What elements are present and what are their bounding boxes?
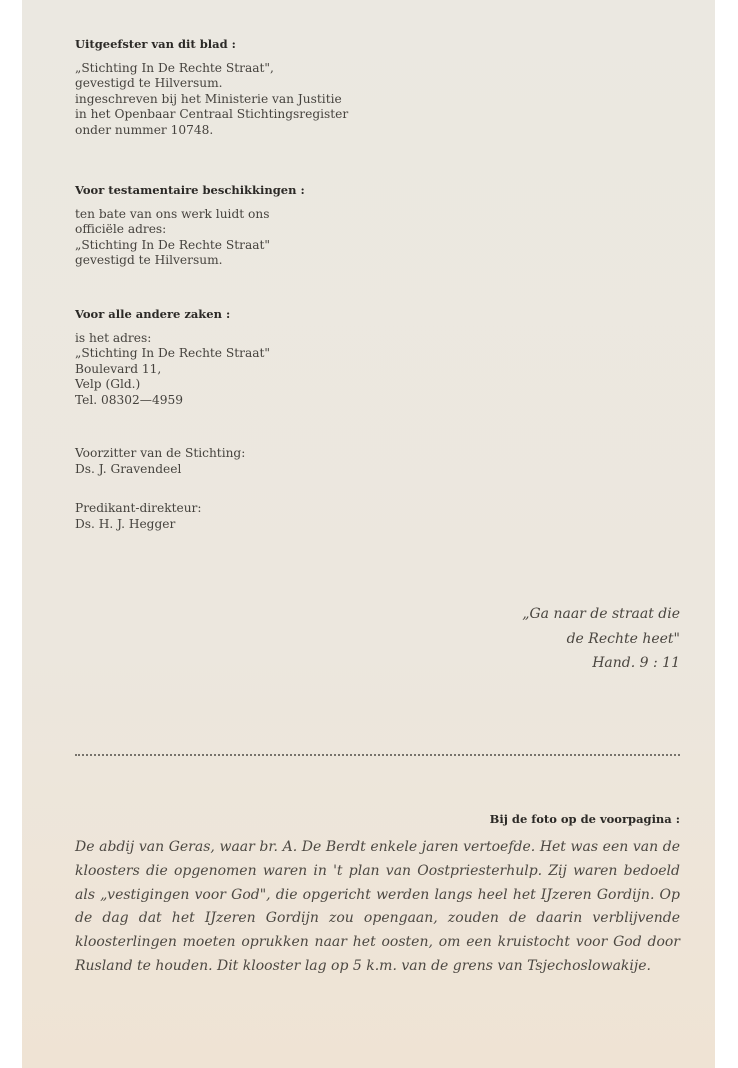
text-line: ingeschreven bij het Ministerie van Justitie <box>75 91 342 106</box>
text-line: gevestigd te Hilversum. <box>75 253 223 268</box>
text-line: „Stichting In De Rechte Straat", <box>75 60 274 75</box>
text-line: is het adres: <box>75 330 152 345</box>
text-line: Predikant-direkteur: <box>75 501 202 515</box>
text-line: Velp (Gld.) <box>75 377 141 392</box>
quote-line: de Rechte heet" <box>566 630 680 647</box>
text-line: officiële adres: <box>75 222 167 237</box>
other-matters-section <box>75 307 270 409</box>
text-line: ten bate van ons werk luidt ons <box>75 206 270 221</box>
text-line: Ds. H. J. Hegger <box>75 516 176 531</box>
quote-reference: Hand. 9 : 11 <box>592 655 680 671</box>
divider-line <box>75 750 680 756</box>
photo-caption-heading: Bij de foto op de voorpagina : <box>489 812 680 826</box>
director-section <box>75 501 201 532</box>
text-line: in het Openbaar Centraal Stichtingsregister <box>75 107 349 122</box>
text-line: Tel. 08302—4959 <box>75 392 184 407</box>
photo-caption-text: De abdij van Geras, waar br. A. De Berdt enkele jaren vertoefde. Het was een van de kloosters die opgenomen waren in 't plan van Oostpriesterhulp. Zij waren bedoeld als „vestigingen voor God", die opgericht werden langs heel het IJzeren Gordijn. Op de dag dat het IJzeren Gordijn zou opengaan, zouden de daarin verblijvende kloosterlingen moeten oprukken naar het oosten, om een kruistocht voor God door Rusland te houden. Dit klooster lag op 5 k.m. van de grens van Tsjechoslowakije. <box>75 839 680 974</box>
publisher-section <box>75 37 348 139</box>
text-line: „Stichting In De Rechte Straat" <box>75 346 271 361</box>
testament-section <box>75 183 305 269</box>
text-line: onder nummer 10748. <box>75 122 214 137</box>
text-line: „Stichting In De Rechte Straat" <box>75 237 271 252</box>
publisher-heading: Uitgeefster van dit blad : <box>75 37 236 51</box>
bible-quote <box>522 602 680 676</box>
text-line: gevestigd te Hilversum. <box>75 76 223 91</box>
other-matters-heading: Voor alle andere zaken : <box>75 307 231 321</box>
text-line: Voorzitter van de Stichting: <box>75 446 246 460</box>
chair-section <box>75 446 245 477</box>
text-line: Boulevard 11, <box>75 361 162 376</box>
testament-heading: Voor testamentaire beschikkingen : <box>75 183 305 197</box>
quote-line: „Ga naar de straat die <box>522 606 680 622</box>
text-line: Ds. J. Gravendeel <box>75 461 182 476</box>
